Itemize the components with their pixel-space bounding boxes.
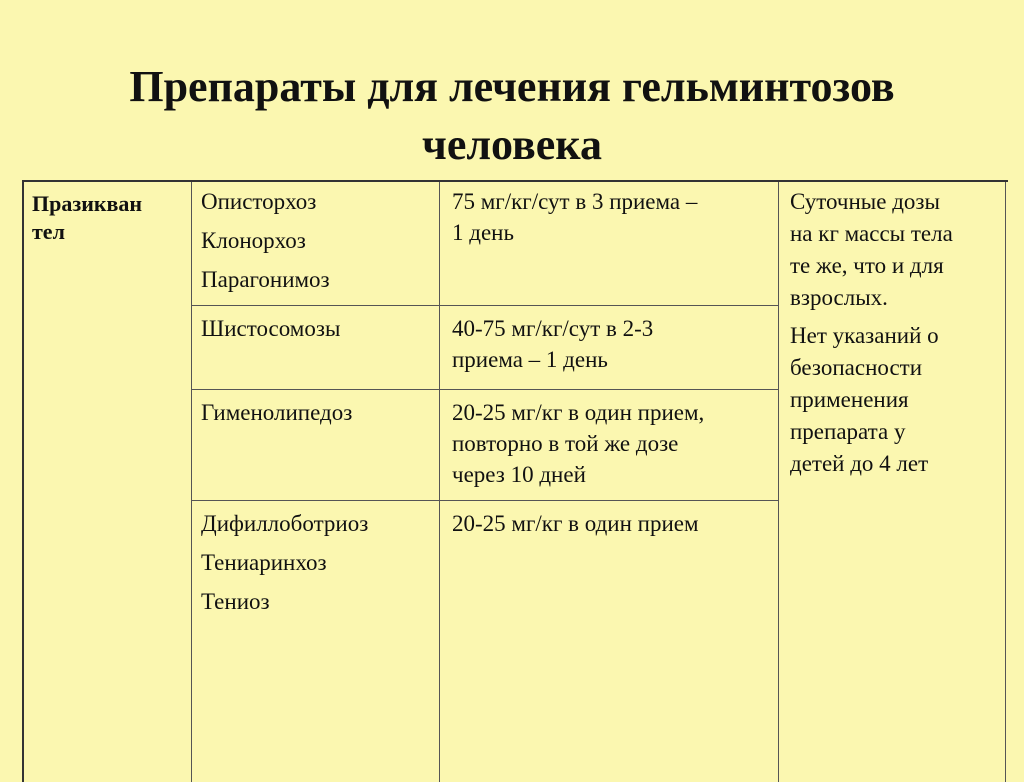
row-divider: [191, 305, 778, 306]
note-line: Нет указаний о: [790, 323, 939, 348]
note-line: на кг массы тела: [790, 221, 953, 246]
dose-cell: [452, 397, 774, 490]
dose-line: 1 день: [452, 220, 514, 245]
drug-name-line: Празикван: [32, 191, 143, 216]
table-divider: [439, 182, 440, 782]
dose-cell: [452, 508, 774, 539]
disease-name: Шистосомозы: [201, 316, 341, 341]
disease-name: Гименолипедоз: [201, 400, 353, 425]
drug-table: [22, 180, 1008, 782]
disease-name: Тениаринхоз: [201, 550, 327, 575]
dose-line: 40-75 мг/кг/сут в 2-3: [452, 316, 654, 341]
drug-name-line: тел: [32, 219, 65, 244]
slide-title: [0, 58, 1024, 174]
note-line: препарата у: [790, 419, 906, 444]
dose-line: 20-25 мг/кг в один прием,: [452, 400, 705, 425]
disease-name: Тениоз: [201, 589, 270, 614]
dose-line: 20-25 мг/кг в один прием: [452, 511, 699, 536]
dose-line: 75 мг/кг/сут в 3 приема –: [452, 189, 698, 214]
dose-line: приема – 1 день: [452, 347, 608, 372]
note-line: Суточные дозы: [790, 189, 940, 214]
disease-cell: [201, 393, 436, 432]
note-paragraph: [790, 186, 1002, 314]
disease-name: Парагонимоз: [201, 267, 330, 292]
note-line: взрослых.: [790, 285, 888, 310]
disease-name: Описторхоз: [201, 189, 317, 214]
table-divider: [191, 182, 192, 782]
title-line-2: человека: [422, 120, 602, 169]
note-line: детей до 4 лет: [790, 451, 929, 476]
note-line: безопасности: [790, 355, 923, 380]
drug-name-cell: [32, 190, 184, 246]
dose-cell: [452, 186, 774, 248]
row-divider: [191, 500, 778, 501]
disease-cell: [201, 309, 436, 348]
title-line-1: Препараты для лечения гельминтозов: [129, 62, 895, 111]
disease-name: Дифиллоботриоз: [201, 511, 369, 536]
dose-cell: [452, 313, 774, 375]
disease-cell: [201, 504, 436, 621]
dose-line: повторно в той же дозе: [452, 431, 679, 456]
note-cell: [790, 186, 1002, 486]
note-line: те же, что и для: [790, 253, 944, 278]
table-divider: [1005, 182, 1006, 782]
row-divider: [191, 389, 778, 390]
dose-line: через 10 дней: [452, 462, 586, 487]
note-line: применения: [790, 387, 909, 412]
table-divider: [778, 182, 779, 782]
disease-cell: [201, 182, 436, 299]
disease-name: Клонорхоз: [201, 228, 306, 253]
note-paragraph: [790, 320, 1002, 480]
